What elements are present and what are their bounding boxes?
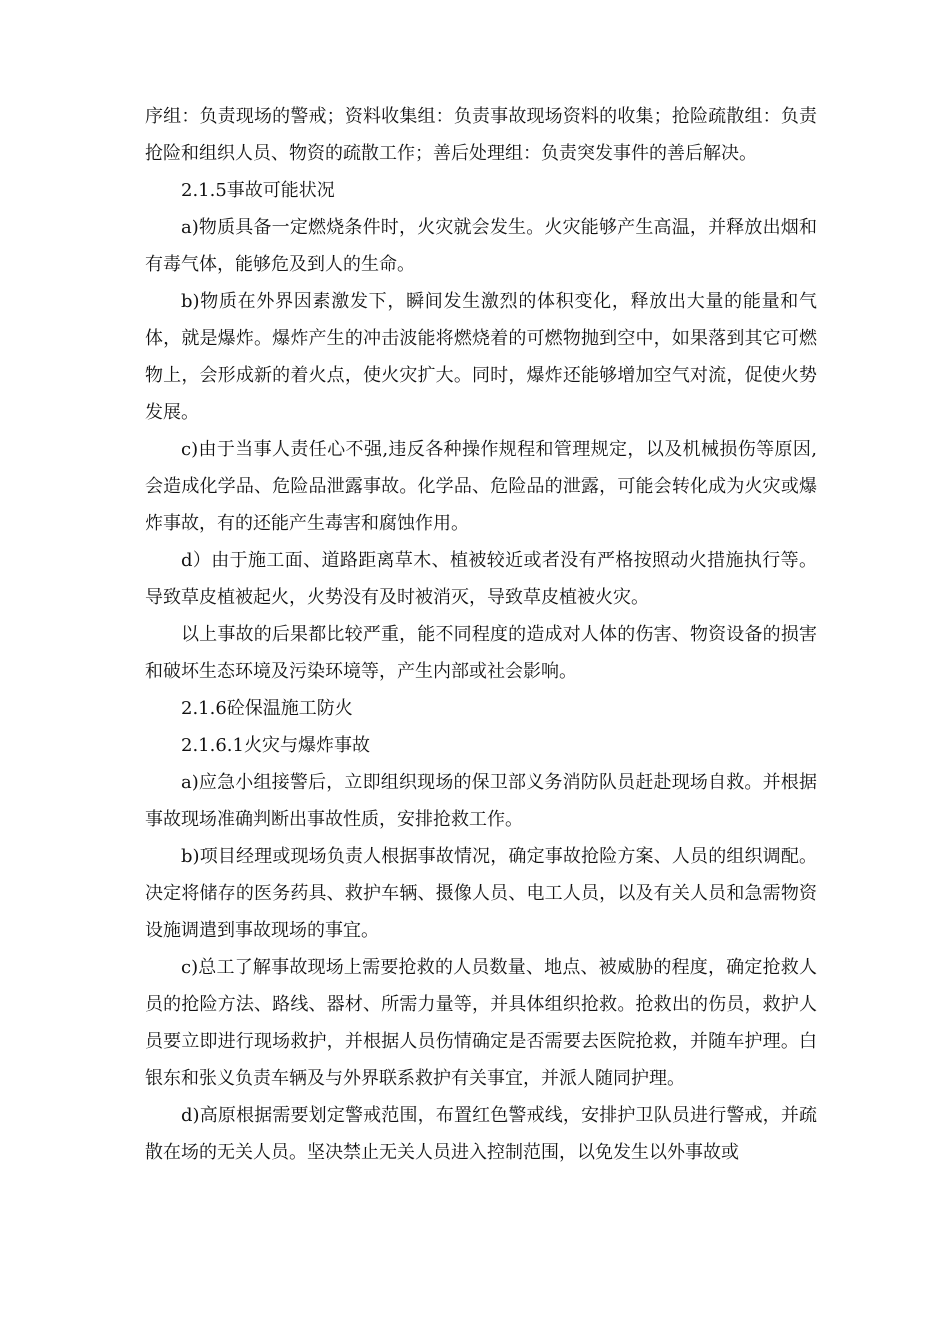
paragraph-response-a: a)应急小组接警后，立即组织现场的保卫部义务消防队员赶赴现场自救。并根据事故现场准确判断出事故性质，安排抢救工作。 (145, 772, 817, 830)
section-heading-2-1-6: 2.1.6砼保温施工防火 (181, 698, 353, 719)
section-heading-2-1-5: 2.1.5事故可能状况 (181, 180, 335, 201)
paragraph-item-a: a)物质具备一定燃烧条件时，火灾就会发生。火灾能够产生高温，并释放出烟和有毒气体，能够危及到人的生命。 (145, 217, 817, 275)
paragraph-summary: 以上事故的后果都比较严重，能不同程度的造成对人体的伤害、物资设备的损害和破坏生态环境及污染环境等，产生内部或社会影响。 (145, 624, 817, 682)
paragraph-item-b: b)物质在外界因素激发下，瞬间发生激烈的体积变化，释放出大量的能量和气体，就是爆炸。爆炸产生的冲击波能将燃烧着的可燃物抛到空中，如果落到其它可燃物上，会形成新的着火点，使火灾扩大。同时，爆炸还能够增加空气对流，促使火势发展。 (145, 291, 817, 423)
section-heading-2-1-6-1: 2.1.6.1火灾与爆炸事故 (181, 735, 370, 756)
paragraph-item-c: c)由于当事人责任心不强,违反各种操作规程和管理规定，以及机械损伤等原因,会造成化学品、危险品泄露事故。化学品、危险品的泄露，可能会转化成为火灾或爆炸事故，有的还能产生毒害和腐蚀作用。 (145, 439, 817, 534)
paragraph-item-d: d）由于施工面、道路距离草木、植被较近或者没有严格按照动火措施执行等。导致草皮植被起火，火势没有及时被消灭，导致草皮植被火灾。 (145, 550, 817, 608)
paragraph-response-b: b)项目经理或现场负责人根据事故情况，确定事故抢险方案、人员的组织调配。决定将储存的医务药具、救护车辆、摄像人员、电工人员，以及有关人员和急需物资设施调遣到事故现场的事宜。 (145, 846, 817, 941)
paragraph-response-c: c)总工了解事故现场上需要抢救的人员数量、地点、被威胁的程度，确定抢救人员的抢险方法、路线、器材、所需力量等，并具体组织抢救。抢救出的伤员，救护人员要立即进行现场救护，并根据人员伤情确定是否需要去医院抢救，并随车护理。白银东和张义负责车辆及与外界联系救护有关事宜，并派人随同护理。 (145, 957, 817, 1089)
paragraph-response-d: d)高原根据需要划定警戒范围，布置红色警戒线，安排护卫队员进行警戒，并疏散在场的无关人员。坚决禁止无关人员进入控制范围，以免发生以外事故或 (145, 1105, 817, 1163)
document-body (145, 98, 817, 1171)
paragraph-continuation: 序组：负责现场的警戒；资料收集组：负责事故现场资料的收集；抢险疏散组：负责抢险和组织人员、物资的疏散工作；善后处理组：负责突发事件的善后解决。 (145, 106, 817, 164)
